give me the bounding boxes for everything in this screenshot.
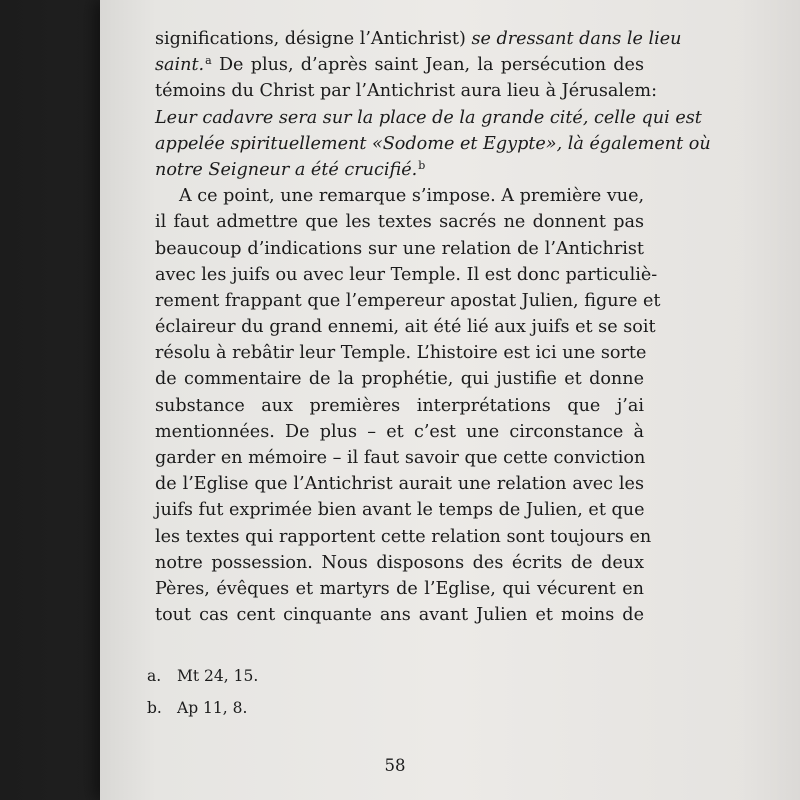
text-line — [155, 157, 644, 183]
text-line — [155, 393, 644, 419]
text-segment: garder en mémoire – il faut savoir que cette conviction — [155, 448, 646, 468]
text-line — [155, 524, 652, 550]
text-segment: de l’Eglise que l’Antichrist aurait une relation avec les — [155, 474, 644, 495]
text-line — [155, 445, 644, 471]
text-segment: significations, désigne l’Antichrist) — [155, 29, 472, 49]
text-line — [155, 314, 656, 340]
text-line — [155, 236, 644, 262]
text-segment: éclaireur du grand ennemi, ait été lié aux juifs et se soit — [155, 317, 656, 338]
text-segment: A ce point, une remarque s’impose. A première vue, — [179, 186, 645, 207]
text-segment: De plus, d’après saint Jean, la persécution des — [211, 55, 644, 76]
text-segment: avec les juifs ou avec leur Temple. Il est donc particuliè- — [155, 264, 658, 285]
italic-quote: se dressant dans le lieu — [471, 29, 682, 49]
text-segment: résolu à rebâtir leur Temple. L’histoire est ici une sorte — [155, 343, 647, 364]
text-line — [155, 105, 702, 131]
text-line — [155, 419, 644, 445]
text-segment: témoins du Christ par l’Antichrist aura lieu à Jérusalem: — [155, 81, 658, 102]
text-line — [155, 366, 644, 392]
italic-quote: Leur cadavre sera sur la place de la grande cité, celle qui est — [155, 107, 702, 128]
text-segment: notre possession. Nous disposons des écrits de deux — [155, 552, 644, 573]
footnote-text: Ap 11, 8. — [177, 699, 248, 717]
text-line — [155, 131, 711, 157]
main-text — [155, 26, 711, 628]
text-segment: de commentaire de la prophétie, qui justifie et donne — [155, 369, 644, 390]
footnote-marker: b. — [147, 699, 162, 717]
footnote-marker: a. — [147, 667, 162, 685]
text-segment: les textes qui rapportent cette relation sont toujours en — [155, 526, 652, 547]
text-line — [155, 471, 644, 497]
text-segment: beaucoup d’indications sur une relation de l’Antichrist — [155, 238, 644, 259]
text-line — [155, 550, 644, 576]
footnotes — [147, 660, 627, 724]
text-line — [155, 26, 682, 52]
footnote-b — [147, 692, 627, 724]
text-line — [155, 576, 644, 602]
text-segment: mentionnées. De plus – et c’est une circonstance à — [155, 421, 644, 442]
footnote-reference: a — [205, 54, 212, 68]
text-line — [155, 288, 661, 314]
text-line — [155, 183, 644, 209]
text-segment: il faut admettre que les textes sacrés ne donnent pas — [155, 212, 644, 233]
page-number: 58 — [384, 756, 406, 775]
page-edge-shading — [740, 0, 800, 800]
text-segment: Pères, évêques et martyrs de l’Eglise, qui vécurent en — [155, 578, 644, 599]
text-line — [155, 340, 647, 366]
text-segment: tout cas cent cinquante ans avant Julien et moins de — [155, 605, 644, 626]
text-segment: rement frappant que l’empereur apostat Julien, figure et — [155, 290, 661, 311]
text-line — [155, 602, 644, 628]
italic-quote: notre Seigneur a été crucifié. — [155, 159, 418, 180]
footnote-reference: b — [418, 158, 426, 172]
text-segment: juifs fut exprimée bien avant le temps de Julien, et que — [155, 500, 645, 521]
text-line — [155, 52, 644, 78]
text-line — [155, 262, 658, 288]
italic-quote: saint. — [155, 55, 205, 76]
text-line — [155, 209, 644, 235]
text-segment: substance aux premières interprétations que j’ai — [155, 395, 644, 416]
footnote-text: Mt 24, 15. — [177, 667, 259, 685]
text-line — [155, 78, 658, 104]
italic-quote: appelée spirituellement «Sodome et Egypte», là également où — [155, 133, 711, 154]
text-line — [155, 497, 644, 523]
footnote-a — [147, 660, 627, 692]
